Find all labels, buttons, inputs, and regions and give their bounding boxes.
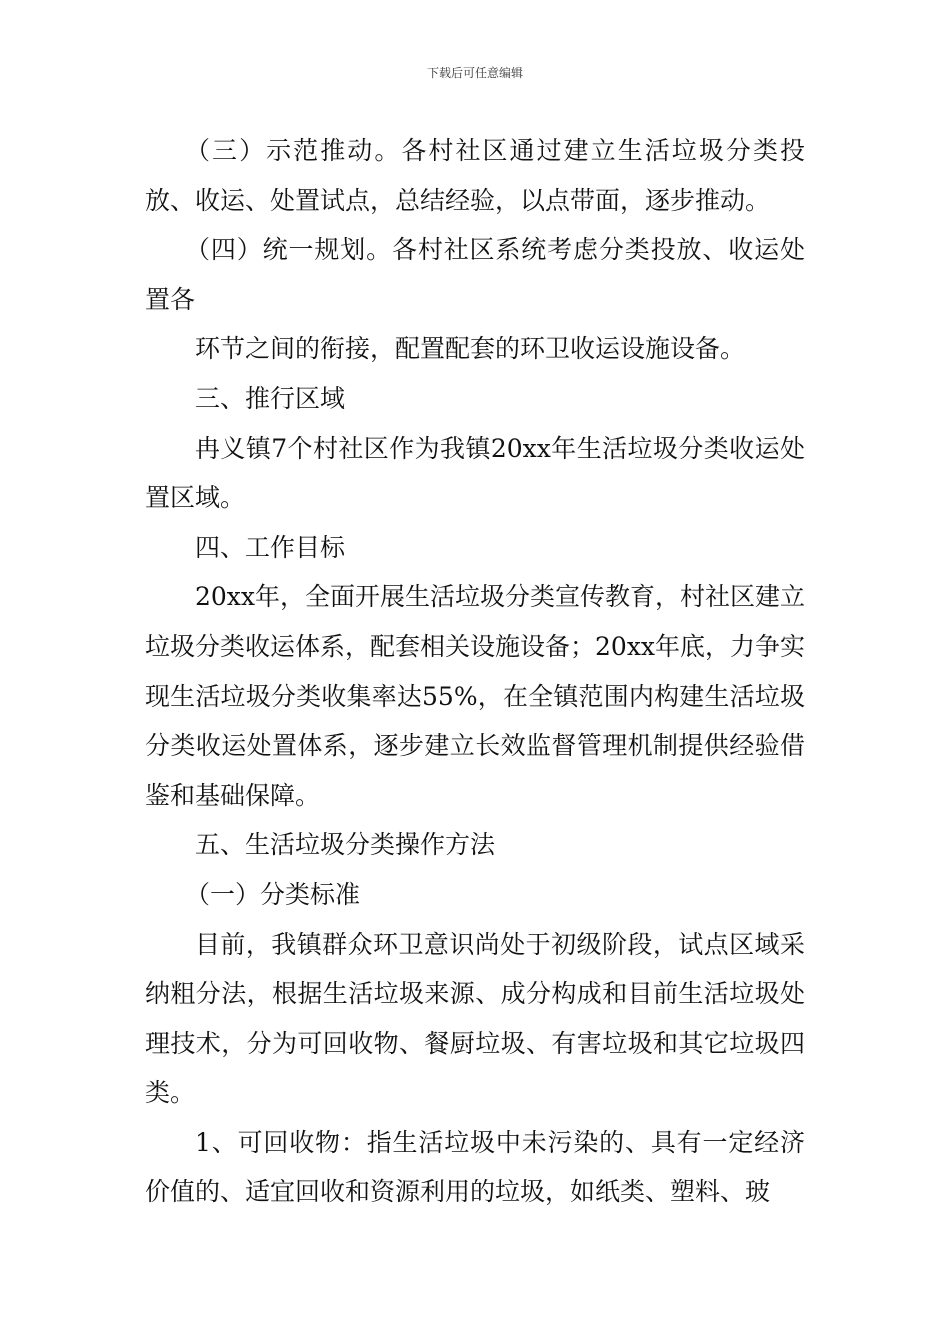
paragraph-planning: （四）统一规划。各村社区系统考虑分类投放、收运处置各	[145, 235, 805, 314]
heading-section-4: 四、工作目标	[195, 532, 346, 562]
paragraph-classification: 目前，我镇群众环卫意识尚处于初级阶段，试点区域采纳粗分法，根据生活垃圾来源、成分构成和目前生活垃圾处理技术，分为可回收物、餐厨垃圾、有害垃圾和其它垃圾四类。	[145, 929, 805, 1108]
document-body	[145, 126, 805, 1217]
heading-section-5: 五、生活垃圾分类操作方法	[195, 830, 496, 860]
paragraph-goals: 20xx年，全面开展生活垃圾分类宣传教育，村社区建立垃圾分类收运体系，配套相关设施设备；20xx年底，力争实现生活垃圾分类收集率达55%，在全镇范围内构建生活垃圾分类收运处置体系，逐步建立长效监督管理机制提供经验借鉴和基础保障。	[145, 582, 806, 810]
heading-section-3: 三、推行区域	[195, 383, 346, 413]
paragraph-planning-continued: 环节之间的衔接，配置配套的环卫收运设施设备。	[195, 334, 746, 364]
page-header: 下载后可任意编辑	[426, 66, 523, 80]
paragraph-area: 冉义镇7个村社区作为我镇20xx年生活垃圾分类收运处置区域。	[145, 433, 805, 513]
heading-subsection-1: （一）分类标准	[185, 879, 361, 909]
paragraph-recyclables: 1、可回收物：指生活垃圾中未污染的、具有一定经济价值的、适宜回收和资源利用的垃圾，如纸类、塑料、玻	[145, 1127, 805, 1207]
paragraph-demonstration: （三）示范推动。各村社区通过建立生活垃圾分类投放、收运、处置试点，总结经验，以点带面，逐步推动。	[145, 136, 805, 215]
